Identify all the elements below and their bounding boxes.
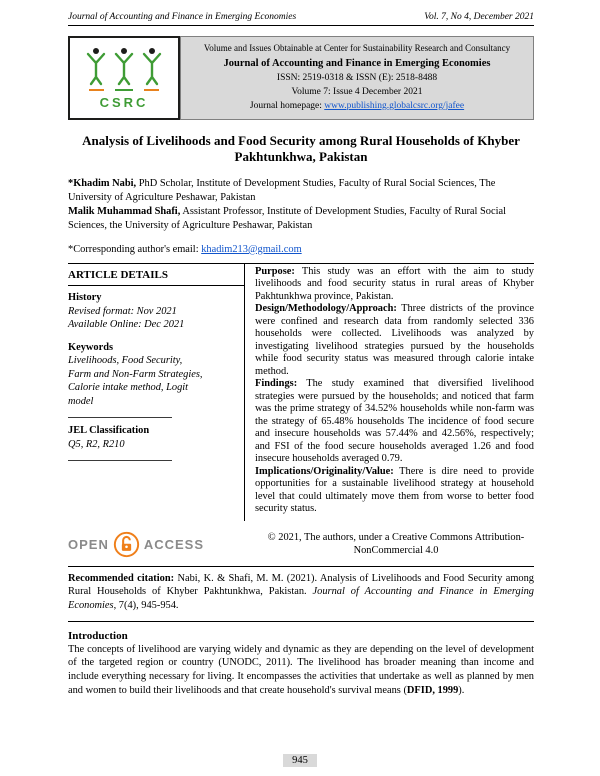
open-access-logo: [68, 531, 244, 558]
abstract-section-implications: [255, 466, 534, 516]
abstract-label: Design/Methodology/Approach:: [255, 303, 397, 315]
citation-tail: , 7(4), 945-954.: [113, 600, 179, 611]
author-name: *Khadim Nabi,: [68, 178, 137, 190]
divider: [68, 621, 534, 622]
abstract-section-findings: [255, 378, 534, 465]
recommended-citation: [68, 572, 534, 613]
author-line: [68, 177, 534, 205]
article-details-heading: ARTICLE DETAILS: [68, 266, 244, 286]
corresponding-email-link[interactable]: khadim213@gmail.com: [201, 243, 302, 255]
abstract-label: Implications/Originality/Value:: [255, 465, 394, 477]
citation-label: Recommended citation:: [68, 572, 175, 584]
abstract-text: There is dire need to provide opportunities for a sustainable livelihood strategy at household level that could ultimately move them from worse to better food security status.: [255, 465, 534, 515]
license-row: [68, 531, 534, 558]
journal-masthead: [68, 36, 534, 120]
masthead-issn: ISSN: 2519-0318 & ISSN (E): 2518-8488: [276, 73, 438, 84]
jel-heading: JEL Classification: [68, 425, 150, 437]
introduction-heading: Introduction: [68, 629, 128, 642]
intro-text: The concepts of livelihood are varying widely and dynamic as they are depending on the level of development of the targeted region or country (UNODC, 2011). The livelihood has broader meaning than income and include everything necessary for living. It encompasses the activities that undertake as well as planned by men and women to build their livelihoods and that create household's survival means (: [68, 643, 534, 696]
csrc-logo: [68, 36, 180, 120]
masthead-availability: Volume and Issues Obtainable at Center for Sustainability Research and Consultancy: [203, 43, 511, 53]
open-access-open-text: OPEN: [68, 536, 109, 552]
history-item: Revised format: Nov 2021: [68, 305, 177, 317]
author-affiliation: Assistant Professor, Institute of Development Studies, Faculty of Rural Social Sciences, the University of Agriculture Peshawar, Pakistan: [68, 205, 506, 231]
jel-codes: Q5, R2, R210: [68, 438, 125, 450]
authors-block: [68, 177, 534, 233]
abstract-text: This study was an effort with the aim to study livelihoods and food security status in rural areas of Khyber Pakhtunkhwa province, Pakistan.: [255, 265, 534, 302]
keywords-text: Livelihoods, Food Security, Farm and Non-Farm Strategies, Calorie intake method, Logit model: [68, 355, 203, 407]
open-padlock-icon: [113, 531, 140, 558]
csrc-logo-text: CSRC: [99, 95, 149, 111]
journal-homepage-link[interactable]: www.publishing.globalcsrc.org/jafee: [324, 100, 465, 111]
intro-citation: DFID, 1999: [406, 684, 459, 696]
homepage-label: Journal homepage:: [249, 100, 325, 111]
history-heading: History: [68, 292, 102, 304]
article-details-section: [68, 263, 534, 558]
open-access-access-text: ACCESS: [143, 536, 205, 552]
page-number: 945: [283, 754, 317, 767]
intro-text-end: ).: [458, 684, 465, 696]
article-title: Analysis of Livelihoods and Food Security among Rural Households of Khyber Pakhtunkhwa, Pakistan: [82, 132, 520, 164]
introduction-paragraph: [68, 643, 534, 698]
license-statement: © 2021, The authors, under a Creative Commons Attribution-NonCommercial 4.0: [267, 531, 525, 557]
abstract-label: Purpose:: [255, 265, 295, 277]
author-name: Malik Muhammad Shafi,: [68, 205, 181, 217]
masthead-info-box: [180, 36, 534, 120]
abstract-text: Three districts of the province were confined and research data from randomly selected 336 households were collected. Livelihoods was analyzed by investigating livelihood strategies pursued by the households while food security status was measured through calorie intake method.: [255, 303, 534, 377]
abstract-column: [244, 264, 534, 521]
masthead-volume: Volume 7: Issue 4 December 2021: [291, 87, 423, 98]
citation-journal: Journal of Accounting and Finance in Emerging Economies: [68, 586, 534, 611]
author-line: [68, 205, 534, 233]
abstract-section-methodology: [255, 303, 534, 378]
corresponding-author: [68, 244, 534, 255]
author-affiliation: PhD Scholar, Institute of Development Studies, Faculty of Rural Social Sciences, The University of Agriculture Peshawar, Pakistan: [68, 178, 496, 203]
abstract-label: Findings:: [255, 378, 298, 390]
citation-text: Nabi, K. & Shafi, M. M. (2021). Analysis of Livelihoods and Food Security among Rural Households of Khyber Pakhtunkhwa, Pakistan.: [68, 572, 534, 598]
running-header: [68, 12, 534, 26]
divider: [68, 566, 534, 567]
running-head-issue: Vol. 7, No 4, December 2021: [424, 12, 534, 22]
keywords-heading: Keywords: [68, 341, 114, 353]
details-abstract-table: [68, 263, 534, 521]
article-details-column: [68, 264, 244, 521]
masthead-journal-title: Journal of Accounting and Finance in Emerging Economies: [223, 58, 491, 70]
abstract-text: The study examined that diversified livelihood strategies were pursued by the households; and noticed that farm was the prime strategy of 34.52% households while non-farm was the strategy of 65.48% households The incidence of food secure and insecure households was 57.44% and 42.56%, respectively; and FSI of the food secure households averaged 1.26 and food insecure households averaged 0.79.: [255, 378, 534, 465]
corresponding-label: *Corresponding author's email:: [68, 243, 202, 255]
masthead-homepage: [189, 100, 525, 114]
divider: [68, 417, 172, 418]
divider: [68, 460, 172, 461]
history-item: Available Online: Dec 2021: [68, 319, 185, 331]
abstract-section-purpose: [255, 266, 534, 303]
running-head-journal: Journal of Accounting and Finance in Emerging Economies: [68, 12, 297, 22]
csrc-people-icon: [82, 46, 166, 94]
page-footer: [0, 750, 600, 768]
